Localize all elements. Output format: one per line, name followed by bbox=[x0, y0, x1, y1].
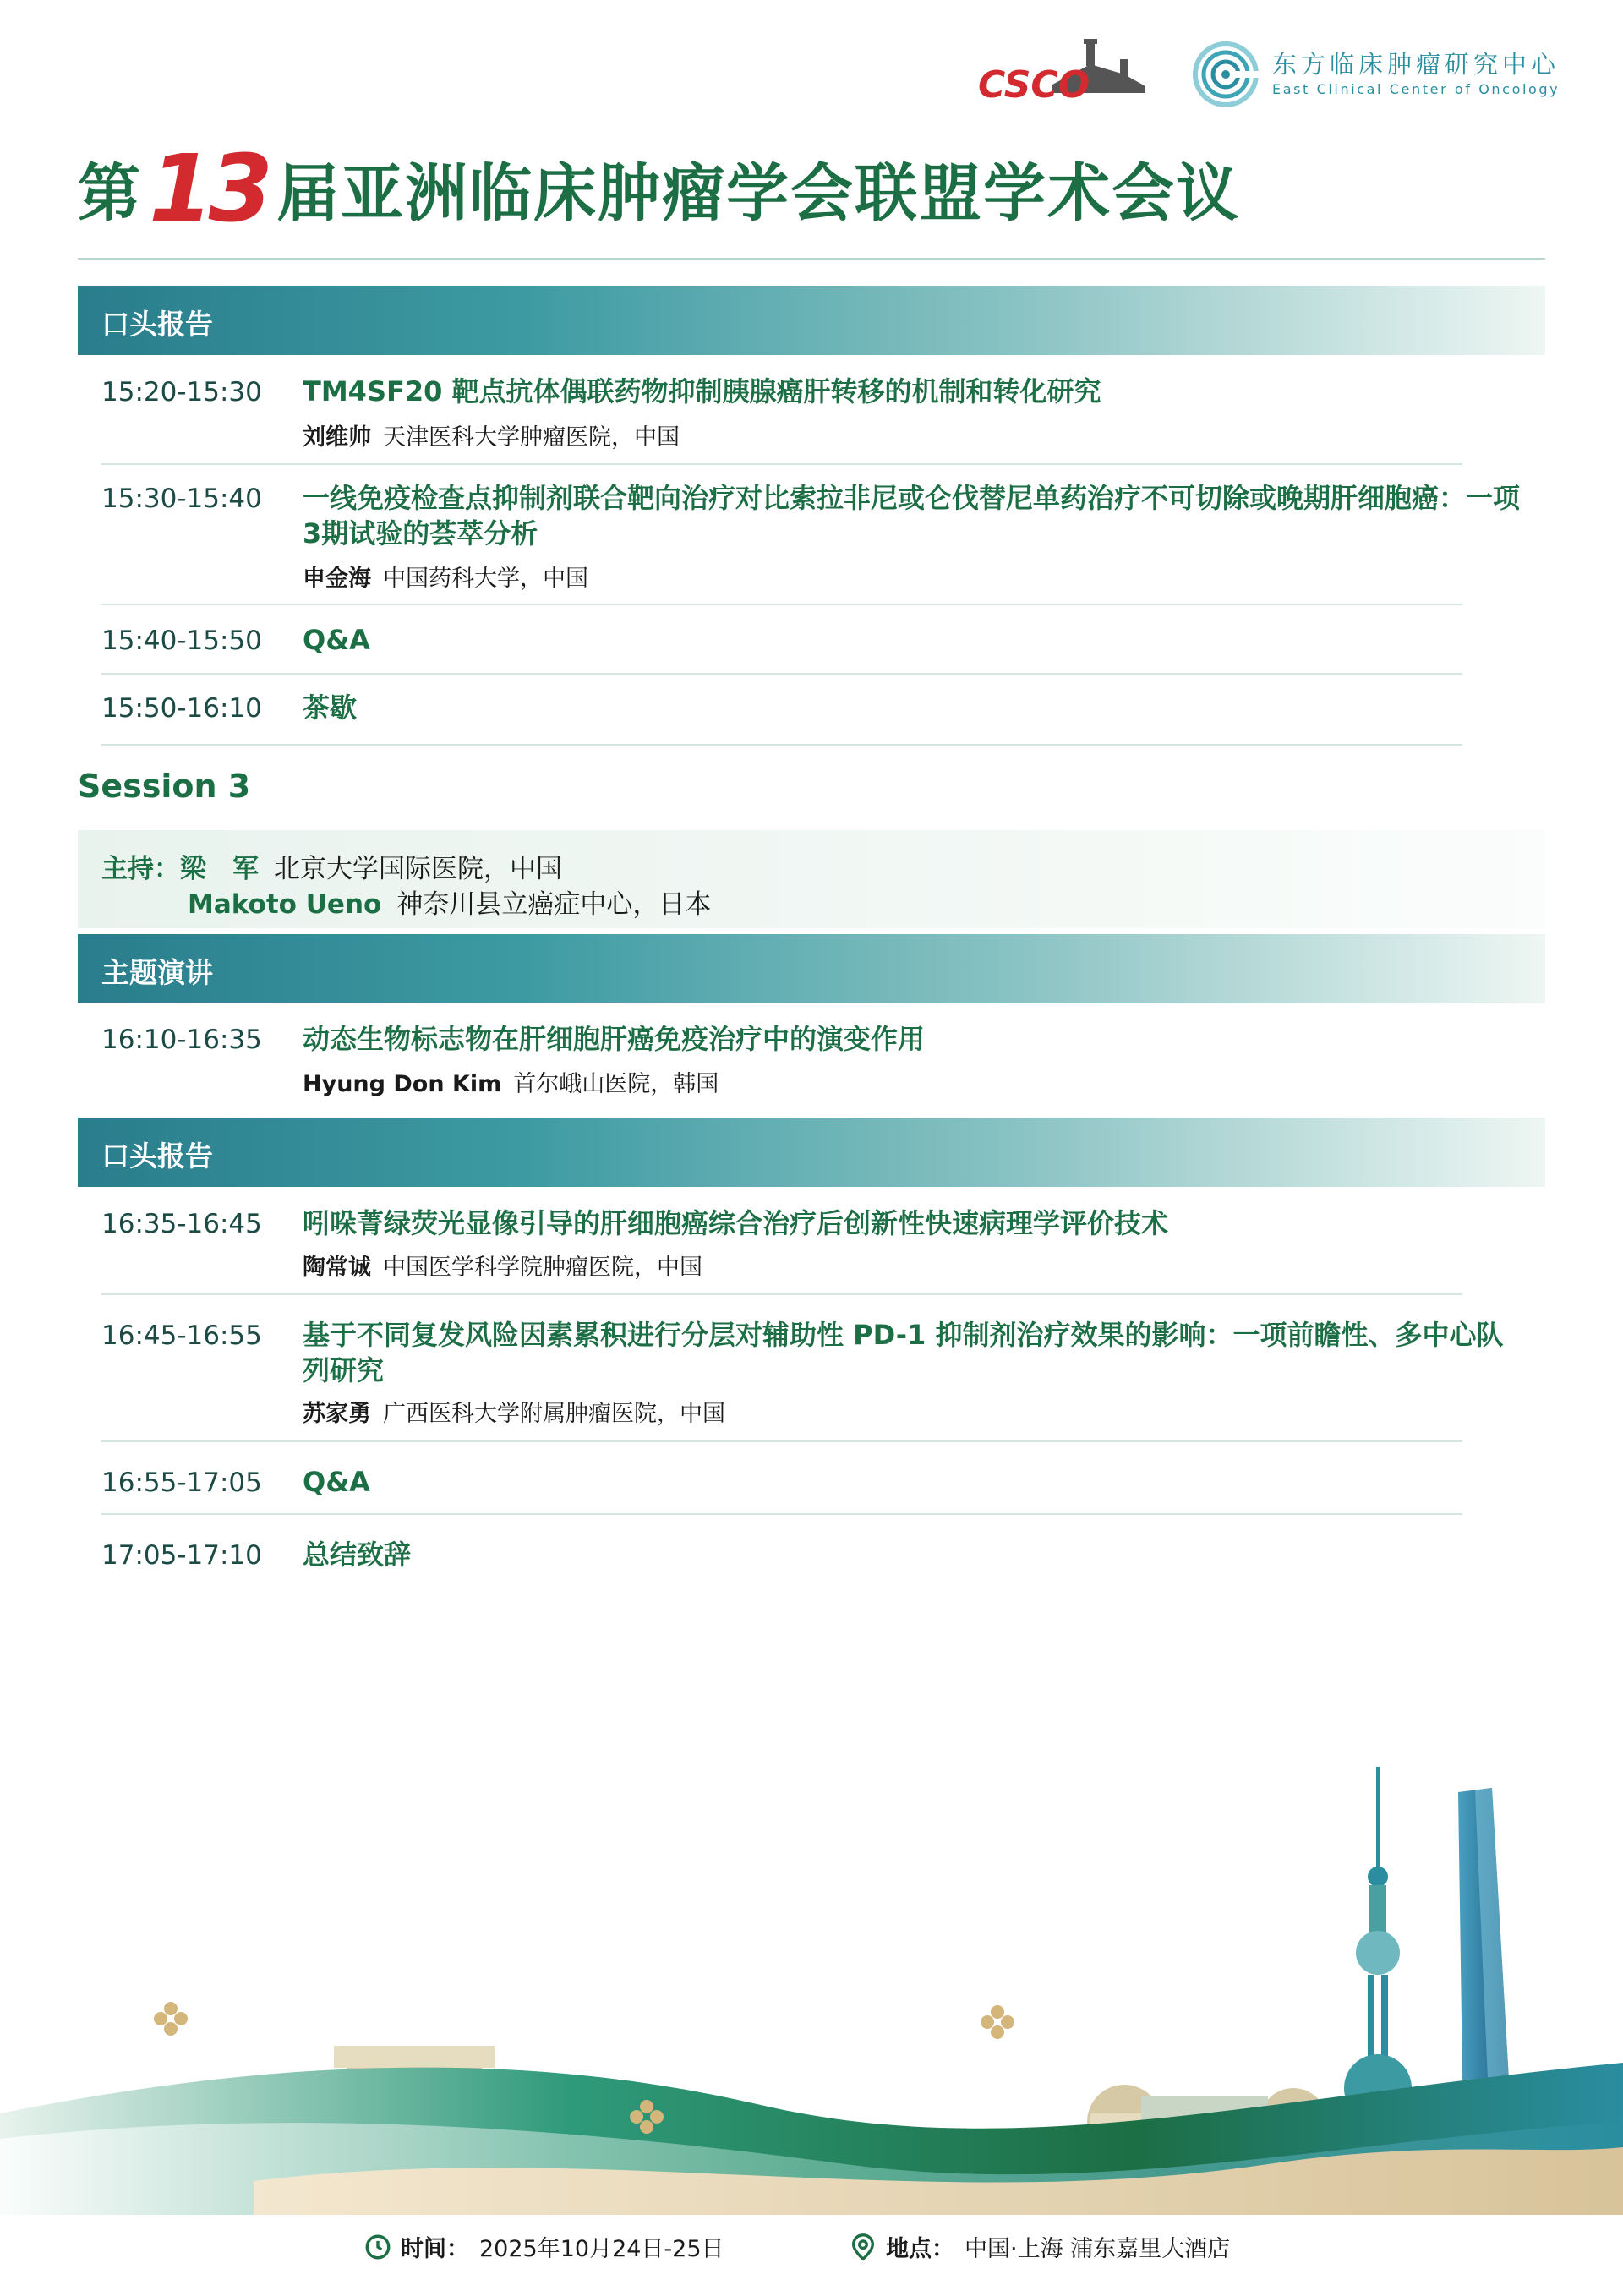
agenda-title: Q&A bbox=[303, 624, 370, 656]
section-label: 主题演讲 bbox=[101, 956, 213, 989]
shanghai-skyline-illustration bbox=[0, 1741, 1623, 2215]
speaker-name: 陶常诚 bbox=[303, 1255, 371, 1281]
agenda-speaker bbox=[303, 560, 588, 593]
host-affiliation: 北京大学国际医院，中国 bbox=[274, 854, 562, 884]
row-divider bbox=[101, 1513, 1462, 1515]
section-bar-oral-1 bbox=[78, 286, 1545, 355]
footer-time-value: 2025年10月24日-25日 bbox=[479, 2236, 724, 2262]
host-box bbox=[78, 830, 1545, 928]
agenda-time: 16:10-16:35 bbox=[101, 1025, 262, 1055]
agenda-title: 茶歇 bbox=[303, 692, 358, 724]
title-divider bbox=[78, 258, 1545, 260]
speaker-affiliation: 中国医学科学院肿瘤医院，中国 bbox=[383, 1255, 702, 1281]
agenda-time: 15:20-15:30 bbox=[101, 377, 262, 407]
east-center-emblem-icon bbox=[1192, 41, 1260, 108]
agenda-time: 15:40-15:50 bbox=[101, 626, 262, 656]
title-number: 13 bbox=[149, 134, 269, 243]
agenda-title: 一线免疫检查点抑制剂联合靶向治疗对比索拉非尼或仑伐替尼单药治疗不可切除或晚期肝细胞癌：一项3期试验的荟萃分析 bbox=[303, 482, 1521, 549]
agenda-time: 16:45-16:55 bbox=[101, 1320, 262, 1351]
speaker-affiliation: 首尔峨山医院，韩国 bbox=[513, 1071, 719, 1097]
shanghai-tower-icon bbox=[1458, 1788, 1509, 2080]
csco-logo bbox=[976, 34, 1158, 106]
speaker-affiliation: 中国药科大学，中国 bbox=[383, 566, 588, 592]
section-label: 口头报告 bbox=[101, 1140, 213, 1173]
csco-logo-text: CSCO bbox=[978, 63, 1090, 106]
row-divider bbox=[101, 744, 1462, 746]
agenda-title: TM4SF20 靶点抗体偶联药物抑制胰腺癌肝转移的机制和转化研究 bbox=[303, 375, 1101, 407]
row-divider bbox=[101, 604, 1462, 605]
pearl-tower-icon bbox=[1344, 1767, 1412, 2139]
speaker-name: 刘维帅 bbox=[303, 424, 371, 451]
row-divider bbox=[101, 1293, 1462, 1295]
agenda-title: 基于不同复发风险因素累积进行分层对辅助性 PD-1 抑制剂治疗效果的影响：一项前瞻性、多中心队列研究 bbox=[303, 1319, 1504, 1386]
agenda-title: Q&A bbox=[303, 1466, 370, 1498]
speaker-affiliation: 广西医科大学附属肿瘤医院，中国 bbox=[383, 1401, 725, 1427]
section-bar-keynote bbox=[78, 934, 1545, 1003]
speaker-affiliation: 天津医科大学肿瘤医院，中国 bbox=[383, 424, 680, 451]
agenda-speaker bbox=[303, 1065, 719, 1098]
agenda-speaker bbox=[303, 1249, 702, 1282]
footer-time bbox=[363, 2230, 724, 2263]
speaker-name: 申金海 bbox=[303, 566, 371, 592]
row-divider bbox=[101, 463, 1462, 465]
host-label: 主持： bbox=[101, 854, 180, 884]
speaker-name: 苏家勇 bbox=[303, 1401, 371, 1427]
footer-place bbox=[849, 2230, 1230, 2263]
host-affiliation: 神奈川县立癌症中心，日本 bbox=[396, 889, 712, 920]
east-center-subtitle: East Clinical Center of Oncology bbox=[1272, 81, 1560, 97]
section-label: 口头报告 bbox=[101, 308, 213, 341]
footer-time-label: 时间： bbox=[401, 2236, 469, 2262]
agenda-time: 17:05-17:10 bbox=[101, 1540, 262, 1571]
agenda-speaker bbox=[303, 1395, 725, 1428]
host-line bbox=[101, 847, 562, 885]
east-center-name: 东方临床肿瘤研究中心 bbox=[1272, 50, 1560, 79]
location-pin-icon bbox=[849, 2233, 877, 2261]
agenda-time: 15:30-15:40 bbox=[101, 484, 262, 514]
agenda-title: 总结致辞 bbox=[303, 1539, 412, 1571]
session-title: Session 3 bbox=[78, 768, 251, 805]
footer-place-label: 地点： bbox=[886, 2236, 954, 2262]
page-title bbox=[78, 134, 1241, 243]
agenda-time: 15:50-16:10 bbox=[101, 693, 262, 724]
row-divider bbox=[101, 1440, 1462, 1442]
speaker-name: Hyung Don Kim bbox=[303, 1071, 502, 1097]
east-center-logo bbox=[1192, 41, 1581, 108]
footer-place-value: 中国·上海 浦东嘉里大酒店 bbox=[965, 2236, 1231, 2262]
title-prefix: 第 bbox=[78, 157, 142, 230]
row-divider bbox=[101, 673, 1462, 675]
host-name: Makoto Ueno bbox=[188, 889, 382, 920]
host-line bbox=[188, 883, 711, 921]
host-name: 梁 军 bbox=[180, 854, 259, 884]
title-suffix: 届亚洲临床肿瘤学会联盟学术会议 bbox=[276, 157, 1241, 230]
agenda-speaker bbox=[303, 418, 680, 451]
agenda-title: 动态生物标志物在肝细胞肝癌免疫治疗中的演变作用 bbox=[303, 1023, 926, 1055]
section-bar-oral-2 bbox=[78, 1118, 1545, 1187]
agenda-time: 16:35-16:45 bbox=[101, 1209, 262, 1239]
agenda-time: 16:55-17:05 bbox=[101, 1468, 262, 1498]
agenda-title: 吲哚菁绿荧光显像引导的肝细胞癌综合治疗后创新性快速病理学评价技术 bbox=[303, 1207, 1169, 1239]
clock-icon bbox=[363, 2233, 392, 2261]
